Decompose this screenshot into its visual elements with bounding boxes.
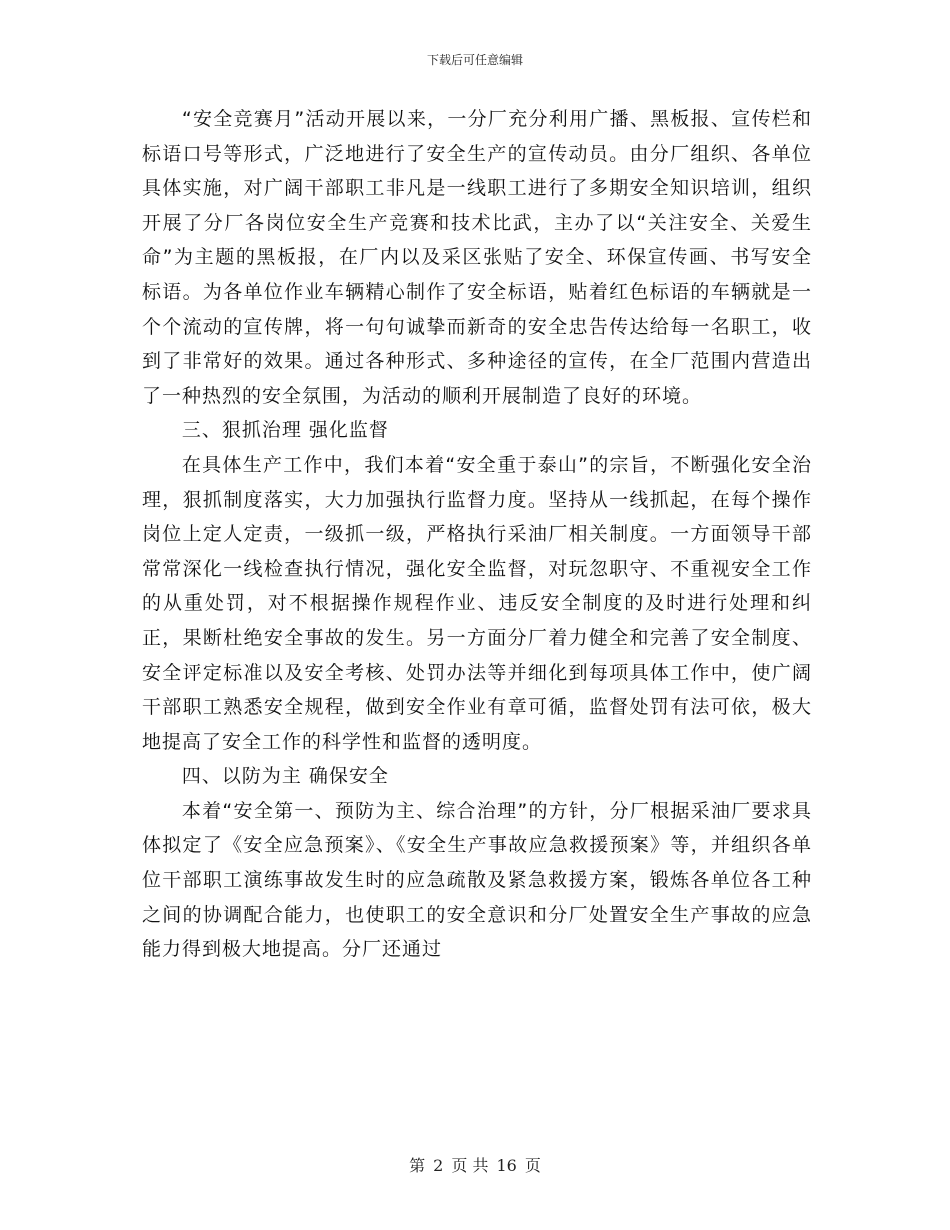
- footer-page-number: 2: [433, 1156, 444, 1175]
- page-header-note: 下载后可任意编辑: [426, 53, 523, 67]
- footer-suffix: 页: [524, 1156, 541, 1175]
- paragraph-supervision: 在具体生产工作中，我们本着“安全重于泰山”的宗旨，不断强化安全治理，狠抓制度落实，大力加强执行监督力度。坚持从一线抓起，在每个操作岗位上定人定责，一级抓一级，严格执行采油厂相关制度。一方面领导干部常常深化一线检查执行情况，强化安全监督，对玩忽职守、不重视安全工作的从重处罚，对不根据操作规程作业、违反安全制度的及时进行处理和纠正，果断杜绝安全事故的发生。另一方面分厂着力健全和完善了安全制度、安全评定标准以及安全考核、处罚办法等并细化到每项具体工作中，使广阔干部职工熟悉安全规程，做到安全作业有章可循，监督处罚有法可依，极大地提高了安全工作的科学性和监督的透明度。: [142, 453, 812, 753]
- paragraph-prevention: 本着“安全第一、预防为主、综合治理”的方针，分厂根据采油厂要求具体拟定了《安全应急预案》、《安全生产事故应急救援预案》等，并组织各单位干部职工演练事故发生时的应急疏散及紧急救援方案，锻炼各单位各工种之间的协调配合能力，也使职工的安全意识和分厂处置安全生产事故的应急能力得到极大地提高。分厂还通过: [142, 799, 812, 961]
- body-text: [142, 102, 812, 967]
- footer-prefix: 第: [409, 1156, 426, 1175]
- footer-total-pages: 16: [496, 1156, 517, 1175]
- footer-mid: 页 共: [451, 1156, 489, 1175]
- paragraph-publicity: “安全竞赛月”活动开展以来，一分厂充分利用广播、黑板报、宣传栏和标语口号等形式，广泛地进行了安全生产的宣传动员。由分厂组织、各单位具体实施，对广阔干部职工非凡是一线职工进行了多期安全知识培训，组织开展了分厂各岗位安全生产竞赛和技术比武，主办了以“关注安全、关爱生命”为主题的黑板报，在厂内以及采区张贴了安全、环保宣传画、书写安全标语。为各单位作业车辆精心制作了安全标语，贴着红色标语的车辆就是一个个流动的宣传牌，将一句句诚挚而新奇的安全忠告传达给每一名职工，收到了非常好的效果。通过各种形式、多种途径的宣传，在全厂范围内营造出了一种热烈的安全氛围，为活动的顺利开展制造了良好的环境。: [142, 108, 812, 407]
- section-heading-4: 四、以防为主 确保安全: [181, 765, 389, 788]
- page-footer: [0, 1156, 950, 1176]
- section-heading-3: 三、狠抓治理 强化监督: [181, 419, 389, 442]
